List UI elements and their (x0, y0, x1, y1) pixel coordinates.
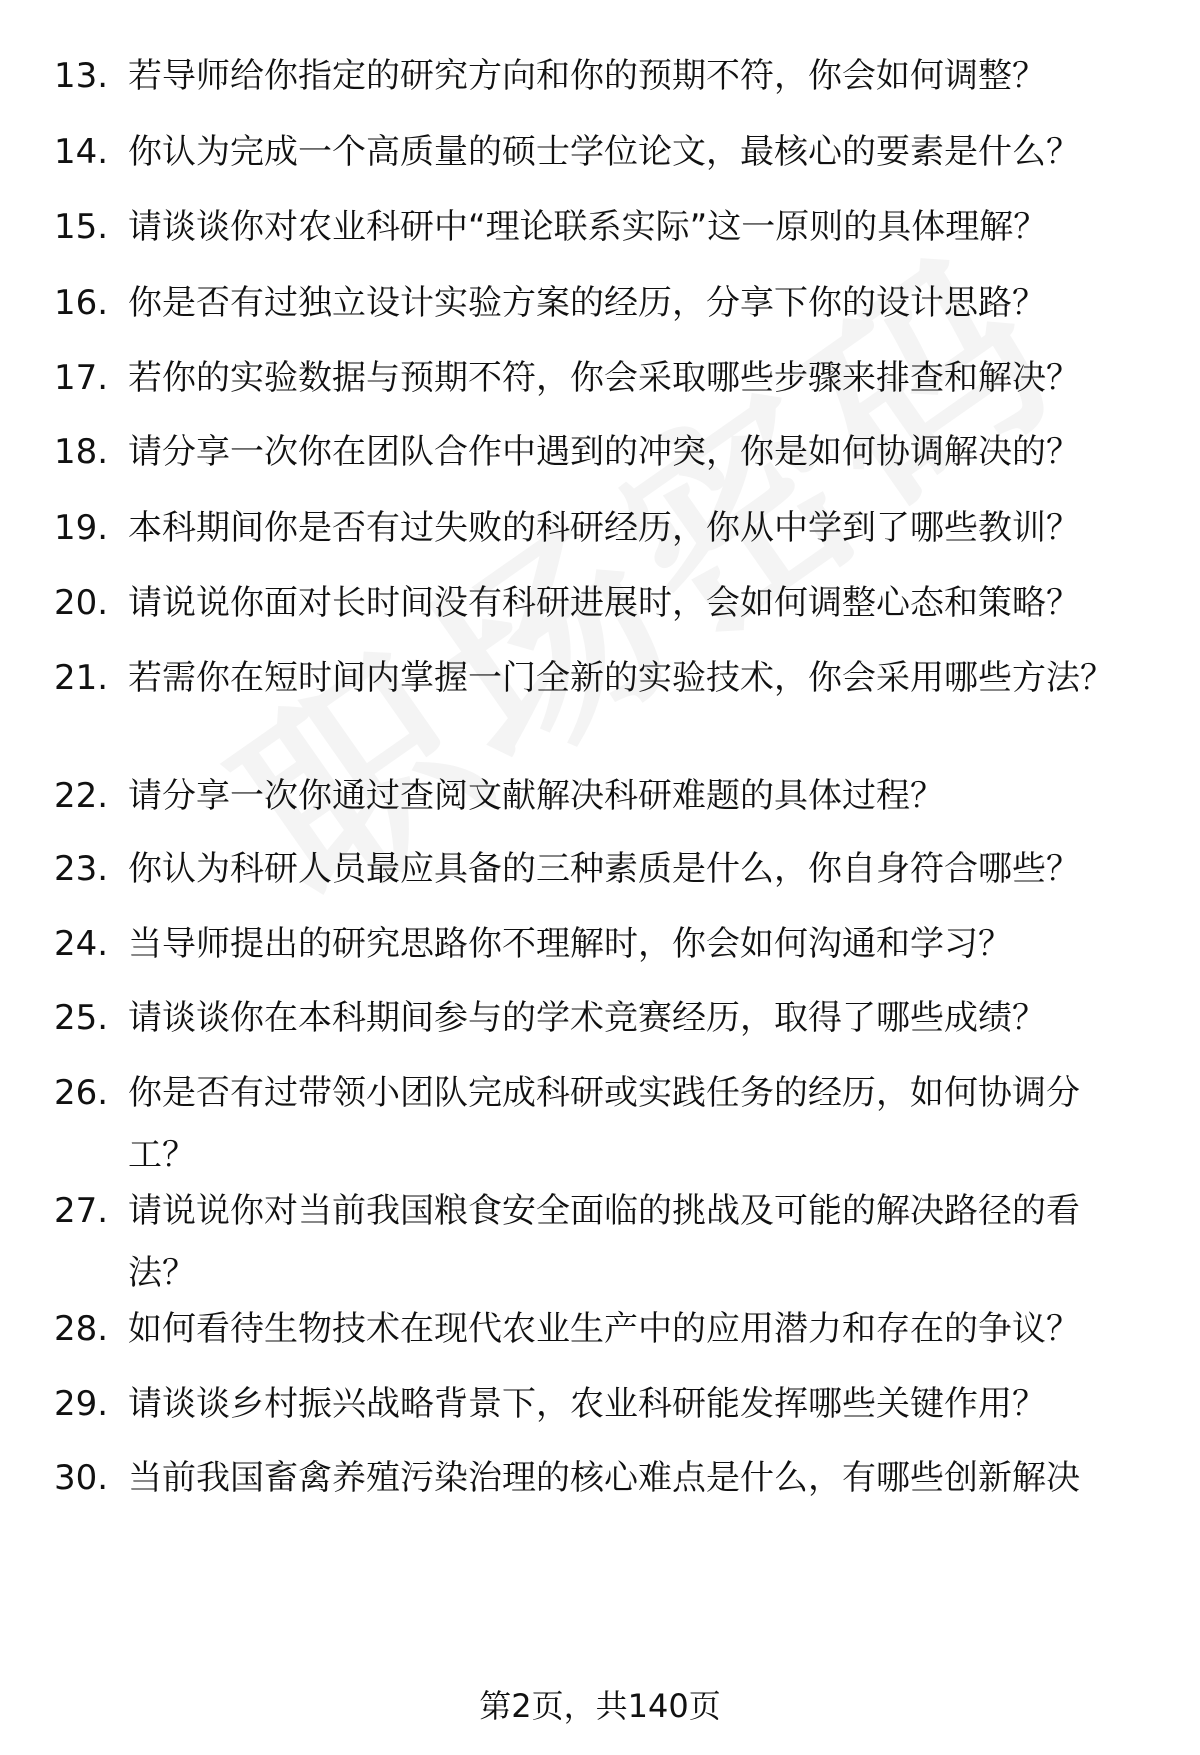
question-text: 你是否有过带领小团队完成科研或实践任务的经历，如何协调分工？ (128, 1073, 1080, 1175)
question-text: 如何看待生物技术在现代农业生产中的应用潜力和存在的争议？ (128, 1309, 1080, 1349)
page-footer: 第2页，共140页 (479, 1687, 721, 1725)
question-number: 25. (54, 998, 109, 1038)
question-text: 请谈谈你在本科期间参与的学术竞赛经历，取得了哪些成绩？ (128, 998, 1046, 1038)
question-text: 若导师给你指定的研究方向和你的预期不符，你会如何调整？ (128, 56, 1046, 96)
question-number: 26. (54, 1073, 109, 1113)
question-text: 当前我国畜禽养殖污染治理的核心难点是什么，有哪些创新解决 (128, 1458, 1080, 1498)
question-number: 14. (54, 132, 109, 172)
question-number: 20. (54, 583, 109, 623)
question-text: 请说说你对当前我国粮食安全面临的挑战及可能的解决路径的看法？ (128, 1191, 1080, 1293)
question-number: 22. (54, 776, 109, 816)
question-text: 若你的实验数据与预期不符，你会采取哪些步骤来排查和解决？ (128, 358, 1080, 398)
question-number: 17. (54, 358, 109, 398)
question-number: 21. (54, 658, 109, 698)
question-text: 若需你在短时间内掌握一门全新的实验技术，你会采用哪些方法？ (128, 658, 1114, 698)
question-number: 23. (54, 849, 109, 889)
question-number: 24. (54, 924, 109, 964)
question-text: 请说说你面对长时间没有科研进展时，会如何调整心态和策略？ (128, 583, 1080, 623)
question-text: 请分享一次你通过查阅文献解决科研难题的具体过程？ (128, 776, 944, 816)
question-text: 本科期间你是否有过失败的科研经历，你从中学到了哪些教训？ (128, 508, 1080, 548)
question-text: 请分享一次你在团队合作中遇到的冲突，你是如何协调解决的？ (128, 432, 1080, 472)
question-number: 16. (54, 283, 109, 323)
question-number: 27. (54, 1191, 109, 1231)
question-number: 29. (54, 1384, 109, 1424)
question-text: 请谈谈你对农业科研中“理论联系实际”这一原则的具体理解？ (128, 207, 1048, 247)
question-text: 当导师提出的研究思路你不理解时，你会如何沟通和学习？ (128, 924, 1012, 964)
question-text: 你认为科研人员最应具备的三种素质是什么，你自身符合哪些？ (128, 849, 1080, 889)
question-number: 13. (54, 56, 109, 96)
question-number: 15. (54, 207, 109, 247)
question-number: 30. (54, 1458, 109, 1498)
question-text: 请谈谈乡村振兴战略背景下，农业科研能发挥哪些关键作用？ (128, 1384, 1046, 1424)
question-number: 18. (54, 432, 109, 472)
question-number: 19. (54, 508, 109, 548)
question-number: 28. (54, 1309, 109, 1349)
question-text: 你认为完成一个高质量的硕士学位论文，最核心的要素是什么？ (128, 132, 1080, 172)
question-text: 你是否有过独立设计实验方案的经历，分享下你的设计思路？ (128, 283, 1046, 323)
